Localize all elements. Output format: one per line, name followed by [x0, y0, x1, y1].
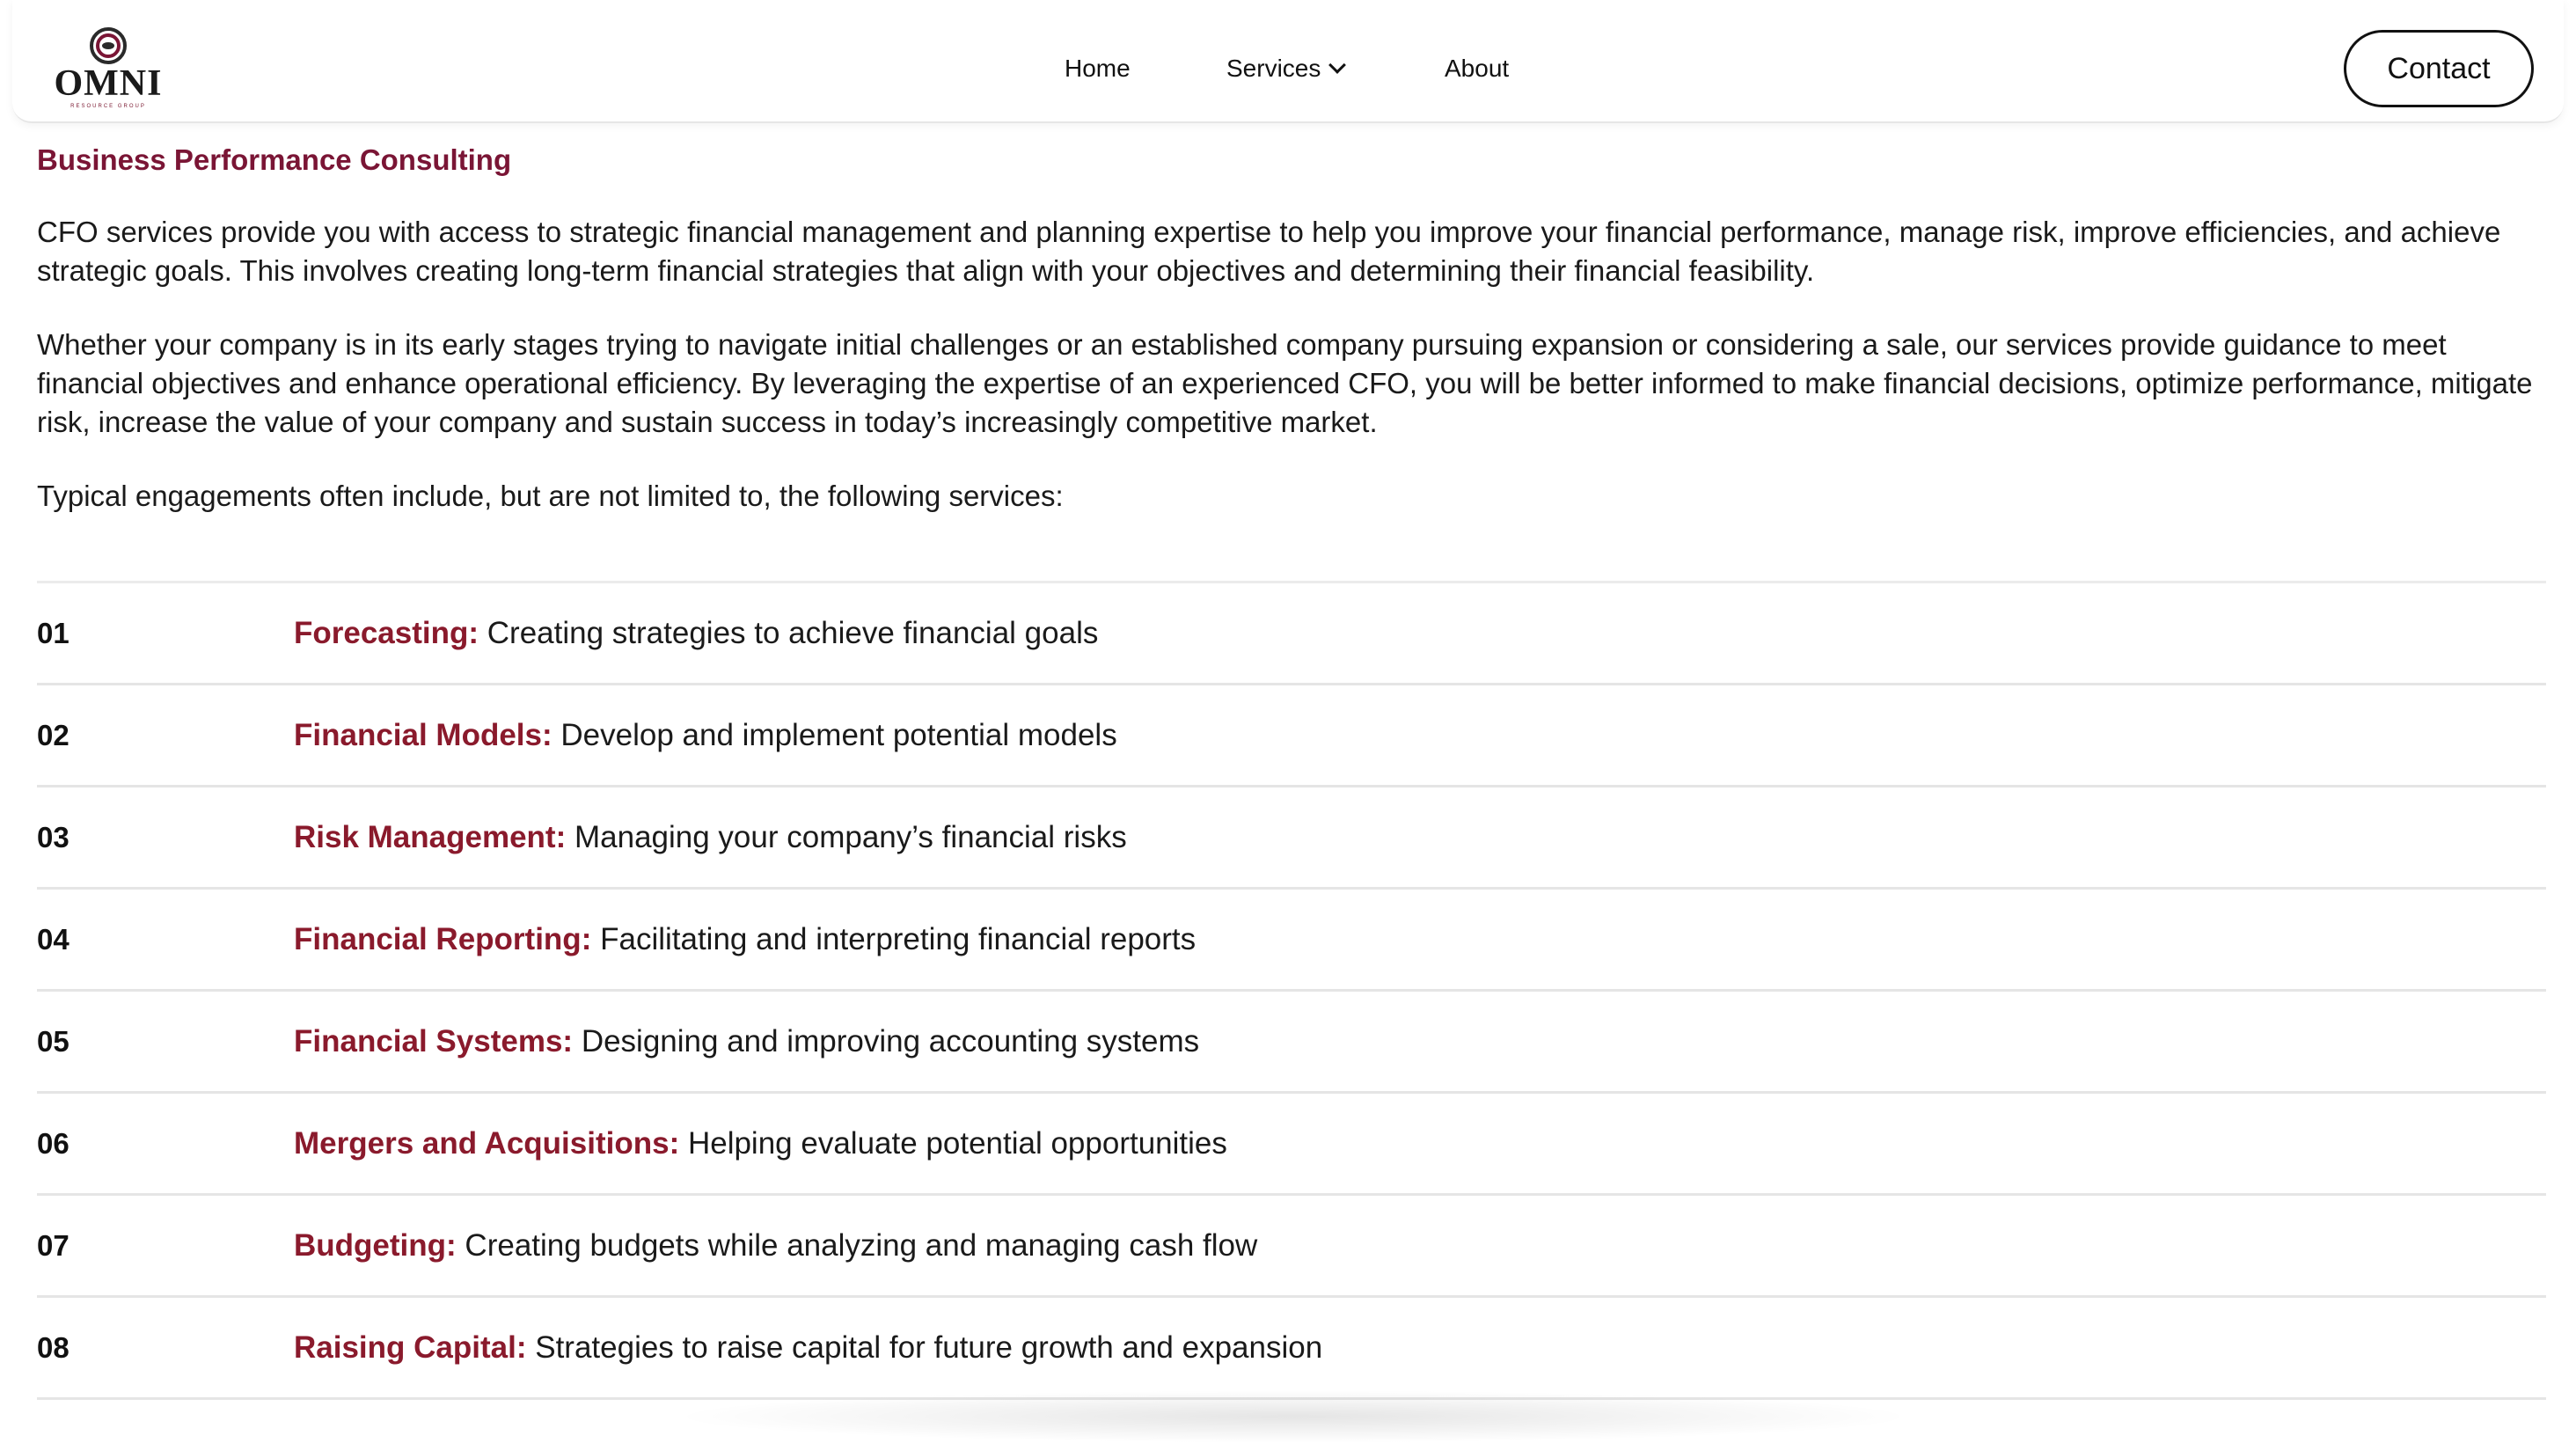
service-number: 06: [37, 1127, 70, 1160]
logo-wordmark: OMNI: [54, 63, 163, 104]
service-item: [294, 1196, 1257, 1295]
nav-about-link[interactable]: About: [1445, 55, 1510, 82]
service-item: [294, 787, 1127, 887]
logo-subtext: RESOURCE GROUP: [70, 104, 146, 109]
service-number: 02: [37, 719, 70, 751]
service-item: [294, 890, 1196, 989]
service-description: Develop and implement potential models: [560, 718, 1117, 752]
service-item: [294, 992, 1199, 1091]
main-content: [37, 143, 2544, 582]
contact-button[interactable]: Contact: [2344, 30, 2534, 107]
service-number: 01: [37, 617, 70, 649]
service-row-financial-reporting: [37, 890, 2546, 992]
service-term: Mergers and Acquisitions:: [294, 1126, 680, 1161]
service-description: Managing your company’s financial risks: [574, 820, 1127, 854]
service-row-mergers-acquisitions: [37, 1094, 2546, 1196]
service-row-risk-management: [37, 787, 2546, 890]
service-row-budgeting: [37, 1196, 2546, 1298]
service-term: Risk Management:: [294, 820, 567, 854]
service-item: [294, 1298, 1322, 1397]
service-term: Budgeting:: [294, 1228, 457, 1263]
nav-services-dropdown[interactable]: [1226, 53, 1343, 84]
service-description: Creating budgets while analyzing and managing cash flow: [465, 1228, 1258, 1263]
service-description: Designing and improving accounting systems: [581, 1024, 1200, 1058]
intro-paragraph-2: Whether your company is in its early stages trying to navigate initial challenges or an established company pursuing expansion or considering a sale, our services provide guidance to meet financial objectives and enhance operational efficiency. By leveraging the expertise of an experienced CFO, you will be better informed to make financial decisions, optimize performance, mitigate risk, increase the value of your company and sustain success in today’s increasingly competitive market.: [37, 328, 2533, 438]
service-description: Helping evaluate potential opportunities: [687, 1126, 1227, 1161]
site-header: [12, 0, 2564, 123]
chevron-down-icon: [1328, 56, 1346, 74]
intro-paragraph-3: Typical engagements often include, but are not limited to, the following services:: [37, 480, 1064, 512]
service-term: Raising Capital:: [294, 1330, 527, 1365]
service-description: Creating strategies to achieve financial goals: [487, 616, 1099, 650]
floating-element-shadow: [669, 1390, 1918, 1443]
service-term: Financial Models:: [294, 718, 553, 752]
service-item: [294, 1094, 1227, 1193]
service-number: 03: [37, 821, 70, 853]
service-term: Financial Systems:: [294, 1024, 574, 1058]
service-row-forecasting: [37, 583, 2546, 685]
nav-home-link[interactable]: Home: [1065, 55, 1131, 82]
service-number: 08: [37, 1331, 70, 1364]
service-item: [294, 583, 1098, 683]
service-description: Strategies to raise capital for future growth and expansion: [535, 1330, 1323, 1365]
service-term: Financial Reporting:: [294, 922, 592, 956]
intro-paragraph-1: CFO services provide you with access to strategic financial management and planning expertise to help you improve your financial performance, manage risk, improve efficiencies, and achieve strategic goals. This involves creating long-term financial strategies that align with your objectives and determining their financial feasibility.: [37, 216, 2501, 287]
service-number: 07: [37, 1229, 70, 1262]
services-list: [37, 581, 2546, 1400]
service-item: [294, 685, 1117, 785]
page-title: Business Performance Consulting: [37, 143, 512, 176]
service-number: 05: [37, 1025, 70, 1058]
service-row-raising-capital: [37, 1298, 2546, 1400]
service-term: Forecasting:: [294, 616, 479, 650]
service-row-financial-systems: [37, 992, 2546, 1094]
service-number: 04: [37, 923, 70, 956]
main-navigation: [12, 53, 2564, 84]
service-row-financial-models: [37, 685, 2546, 787]
service-description: Facilitating and interpreting financial reports: [600, 922, 1197, 956]
nav-services-label: Services: [1226, 55, 1321, 82]
